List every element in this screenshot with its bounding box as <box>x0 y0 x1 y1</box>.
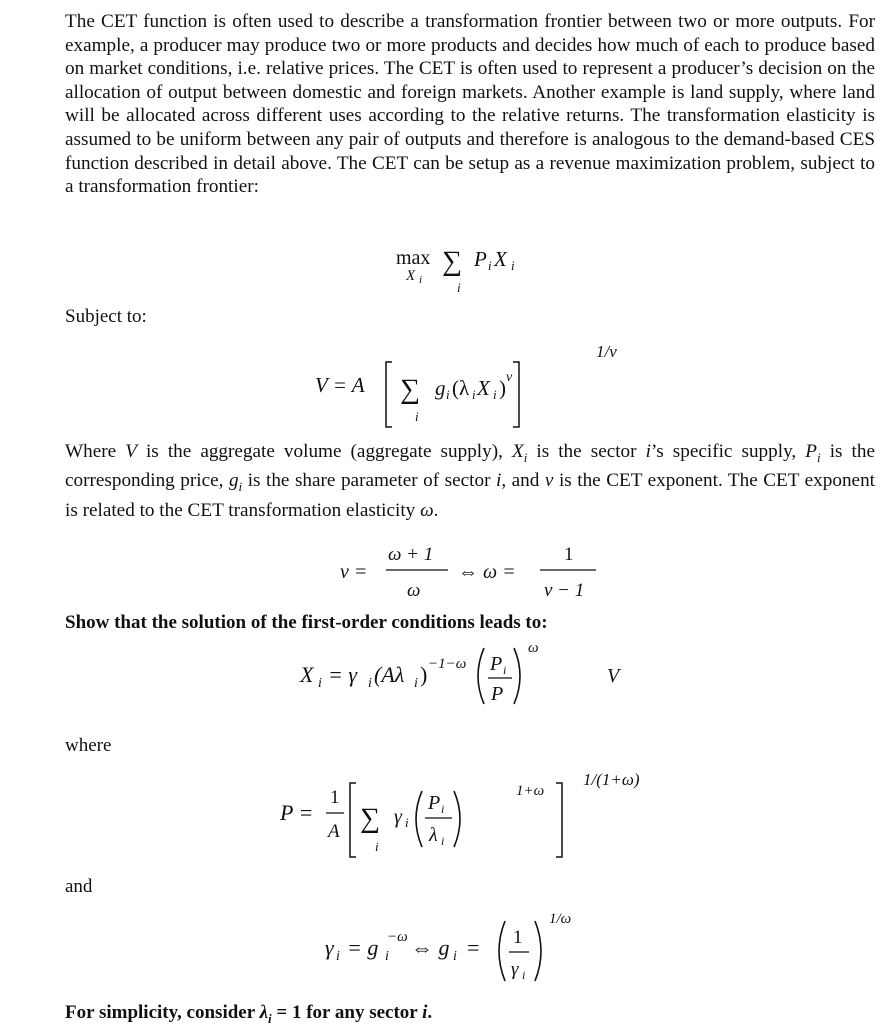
svg-text:i: i <box>488 258 492 273</box>
constraint-body: g <box>435 376 446 400</box>
max-subscript-index: i <box>419 274 423 286</box>
svg-text:(λ: (λ <box>452 376 470 400</box>
svg-text:i: i <box>446 387 450 402</box>
where-label: where <box>65 735 112 756</box>
subject-to-label: Subject to: <box>65 306 147 327</box>
gamma-eq: = g <box>347 935 379 960</box>
gamma-equation <box>325 905 685 985</box>
iff-omega: ⇔ ω = <box>458 561 516 583</box>
gamma-fraction-denominator: γ <box>511 959 519 980</box>
svg-text:i: i <box>336 949 340 964</box>
price-index-equation <box>280 765 720 865</box>
inner-fraction-numerator: P <box>428 792 441 814</box>
sum-symbol: ∑ <box>400 374 420 405</box>
objective-term: P <box>474 247 487 271</box>
svg-text:): ) <box>420 662 428 687</box>
gamma-fraction-numerator: 1 <box>513 927 523 948</box>
gamma-lhs: γ <box>325 935 334 960</box>
svg-text:i: i <box>441 802 445 816</box>
iff-g: ⇔ g <box>411 935 450 960</box>
fraction2-numerator: 1 <box>564 544 574 565</box>
solution-lhs: X <box>300 662 314 687</box>
definitions-paragraph: Where V is the aggregate volume (aggregate supply), $X_i$ is the sector i’s specific supply, $P_i$ is the corresponding price, $g_i$ is the share parameter of sector i, and v is the CET exponent. The CET exponent is related to the CET transformation elasticity ω. <box>65 441 875 521</box>
price-fraction-numerator: 1 <box>330 787 340 808</box>
svg-text:i: i <box>493 387 497 402</box>
right-bracket <box>513 362 519 427</box>
outer-exponent: 1/(1+ω) <box>583 770 640 789</box>
gamma-exponent: −ω <box>387 929 408 945</box>
svg-text:i: i <box>368 676 372 691</box>
svg-text:i: i <box>375 839 379 854</box>
inner-exponent: 1+ω <box>516 783 545 799</box>
constraint-equation <box>310 335 670 435</box>
and-label: and <box>65 876 93 897</box>
svg-text:i: i <box>522 968 526 982</box>
svg-text:i: i <box>318 676 322 691</box>
svg-text:=: = <box>467 935 480 960</box>
svg-text:X: X <box>477 376 490 400</box>
constraint-lhs: V = A <box>315 373 365 397</box>
solution-equation <box>300 636 640 716</box>
fraction2-denominator: ν − 1 <box>544 580 585 601</box>
price-gamma: γ <box>394 806 402 828</box>
svg-text:i: i <box>414 676 418 691</box>
elasticity-equation <box>340 540 620 610</box>
nu-lhs: ν = <box>340 561 368 583</box>
svg-text:i: i <box>405 815 409 830</box>
solution-gamma: = γ <box>328 662 358 687</box>
sum-index: i <box>415 409 419 424</box>
max-subscript: X <box>406 268 416 284</box>
left-bracket <box>386 362 392 427</box>
price-ratio-denominator: P <box>491 683 504 705</box>
svg-text:i: i <box>503 663 507 677</box>
svg-text:): ) <box>499 376 506 400</box>
fraction-denominator: ω <box>407 580 421 601</box>
svg-text:i: i <box>511 258 515 273</box>
show-that-heading: Show that the solution of the first-order conditions leads to: <box>65 612 548 633</box>
inner-fraction-denominator: λ <box>429 824 438 846</box>
objective-equation <box>390 240 590 300</box>
svg-text:i: i <box>441 834 445 848</box>
simplicity-note: For simplicity, consider $\lambda_i = 1$ for any sector i. <box>65 1002 433 1026</box>
svg-text:(Aλ: (Aλ <box>374 662 405 687</box>
sum-symbol: ∑ <box>360 803 380 834</box>
max-operator: max <box>396 247 431 269</box>
gamma-power: 1/ω <box>549 911 572 927</box>
sum-index: i <box>457 280 461 295</box>
fraction-numerator: ω + 1 <box>388 544 434 565</box>
price-fraction-denominator: A <box>328 821 340 842</box>
solution-volume: V <box>607 665 620 687</box>
svg-text:i: i <box>453 949 457 964</box>
price-ratio-power: ω <box>528 640 539 656</box>
svg-text:i: i <box>385 949 389 964</box>
svg-text:i: i <box>472 387 476 402</box>
price-lhs: P = <box>280 800 314 825</box>
outer-exponent: 1/v <box>596 342 617 361</box>
inner-exponent: v <box>506 370 513 385</box>
price-ratio-numerator: P <box>490 653 503 675</box>
intro-paragraph: The CET function is often used to describe a transformation frontier between two or more outputs. For example, a producer may produce two or more products and decides how much of each to produce based on market conditions, i.e. relative prices. The CET is often used to represent a producer’s decision on the allocation of output between domestic and foreign markets. Another example is land supply, where land will be allocated across different uses according to the relative returns. The transformation elasticity is assumed to be uniform between any pair of outputs and therefore is analogous to the demand-based CES function described in detail above. The CET can be setup as a revenue maximization problem, subject to a transformation frontier: <box>65 11 875 198</box>
sum-symbol: ∑ <box>442 246 462 277</box>
solution-exponent: −1−ω <box>428 656 467 672</box>
svg-text:X: X <box>494 247 507 271</box>
